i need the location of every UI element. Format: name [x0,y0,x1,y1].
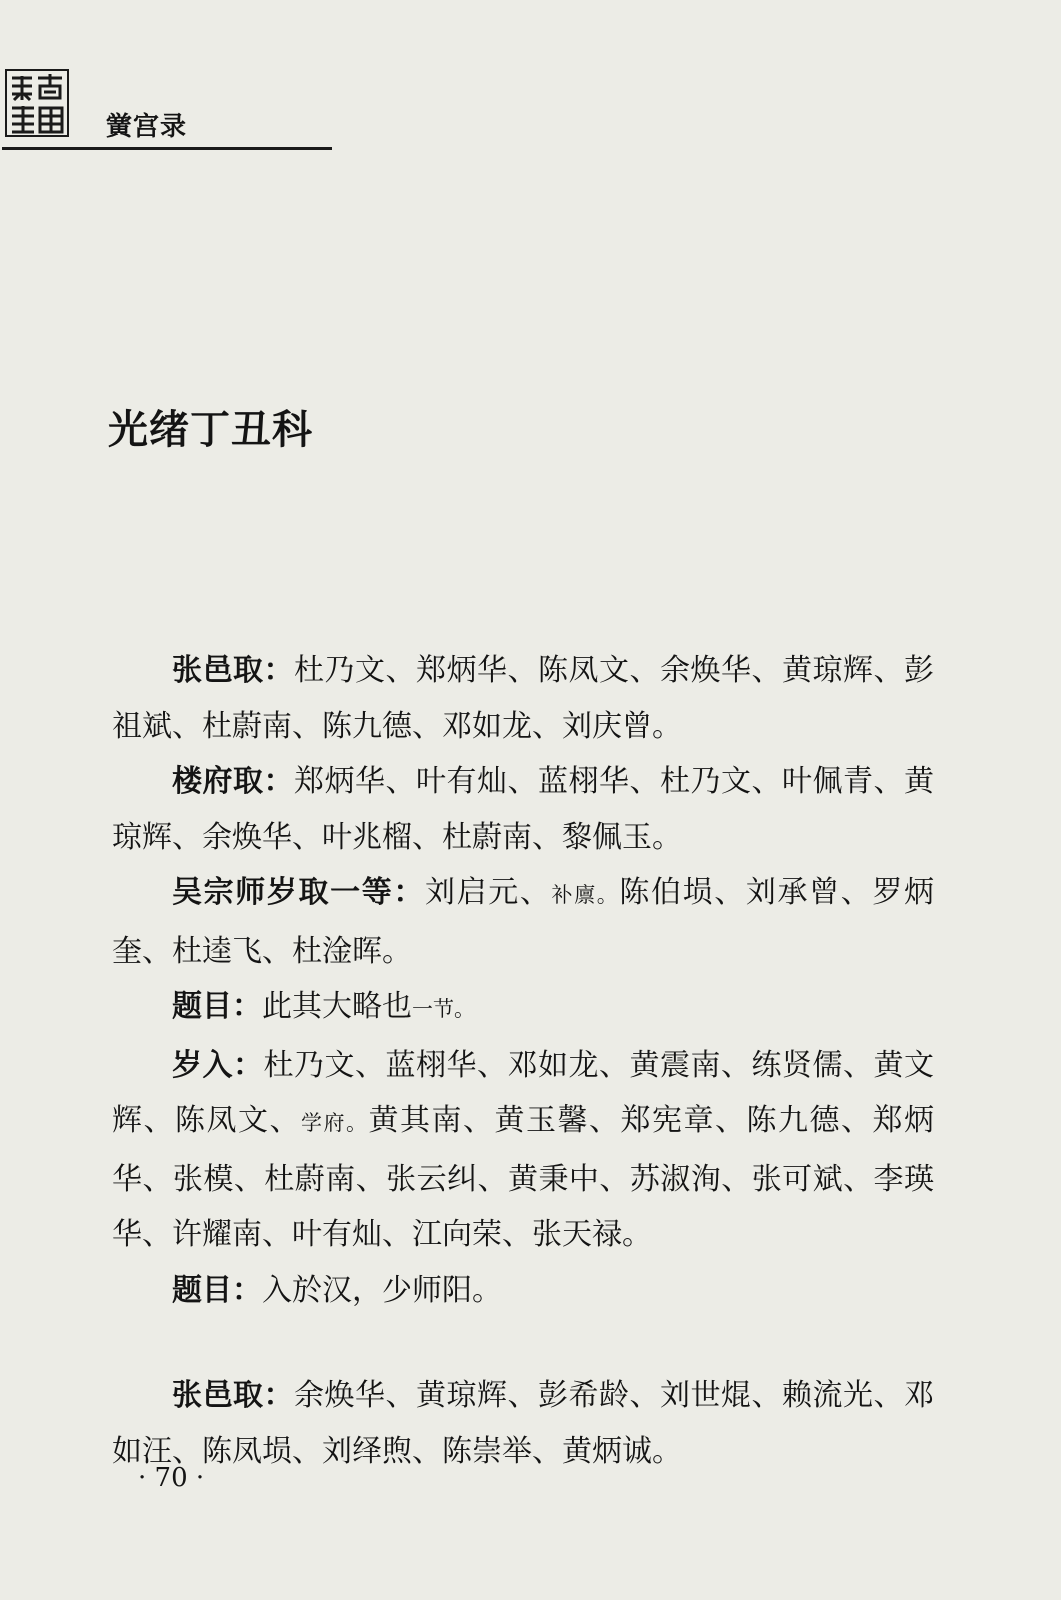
chapter-title: 光绪丁丑科 [108,406,313,453]
running-head: 黉宫录 [106,112,188,142]
header-rule [2,147,332,150]
paragraph-text: 郑炳华、叶有灿、蓝栩华、杜乃文、叶佩青、黄琼辉、余焕华、叶兆榴、杜蔚南、黎佩玉。 [112,764,934,855]
paragraph-text: 杜乃文、郑炳华、陈凤文、余焕华、黄琼辉、彭祖斌、杜蔚南、陈九德、邓如龙、刘庆曾。 [112,653,934,744]
paragraph-label: 张邑取： [172,653,294,688]
paragraph-text: 入於汉，少师阳。 [262,1272,502,1308]
paragraph-text: 此其大略也 [262,989,412,1024]
paragraph-label: 张邑取： [172,1378,294,1413]
seal-logo-icon [4,68,70,138]
paragraph [112,643,934,754]
paragraph-label: 题目： [172,989,262,1024]
paragraph [112,1368,934,1479]
paragraph-spacer [112,1318,934,1368]
page-number: · 70 · [138,1463,205,1493]
paragraph [112,865,934,979]
paragraph-label: 岁入： [172,1047,264,1083]
inline-note: 学府。 [301,1111,369,1135]
inline-note: 补廪。 [551,883,620,907]
paragraph-label: 楼府取： [172,764,294,799]
paragraph-text: 刘启元、 [425,875,552,910]
paragraph [112,979,934,1038]
paragraph-text: 黄其南、黄玉馨、郑宪章、陈九德、郑炳华、张模、杜蔚南、张云纠、黄秉中、苏淑洵、张可斌、李瑛华、许耀南、叶有灿、江向荣、张天禄。 [112,1103,934,1252]
paragraph [112,1263,934,1319]
paragraph-text: 陈伯埙、刘承曾、罗炳奎、杜逵飞、杜淦晖。 [112,875,934,969]
paragraph-label: 吴宗师岁取一等： [172,875,425,910]
paragraph-text: 杜乃文、蓝栩华、邓如龙、黄震南、练贤儒、黄文辉、陈凤文、 [112,1047,934,1138]
body-text [112,643,934,1479]
paragraph-text: 余焕华、黄琼辉、彭希龄、刘世焜、赖流光、邓如汪、陈凤埙、刘绎煦、陈崇举、黄炳诚。 [112,1378,934,1469]
inline-note: 一节。 [412,997,475,1021]
paragraph [112,1038,934,1263]
paragraph [112,754,934,865]
paragraph-label: 题目： [172,1272,262,1308]
